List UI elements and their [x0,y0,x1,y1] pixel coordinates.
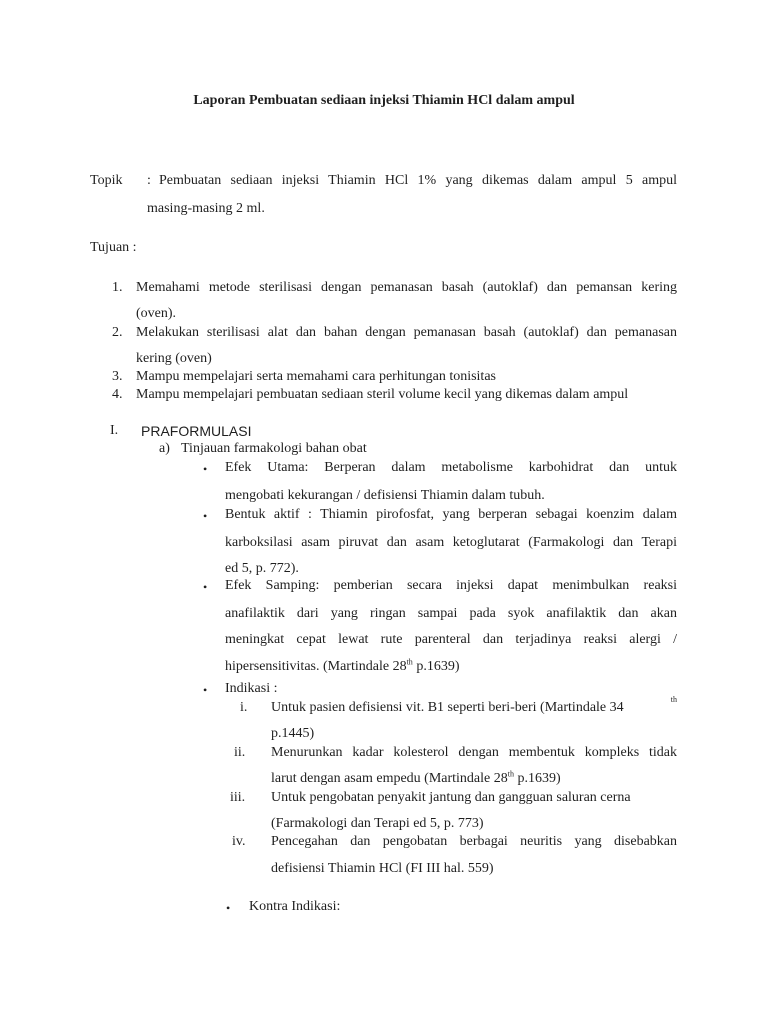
tujuan-item-2-line2: kering (oven) [136,351,212,366]
bullet-icon: • [226,901,231,915]
bullet-icon: • [203,509,208,523]
bullet-icon: • [203,462,208,476]
subsection-a-label: a) [159,441,170,456]
indikasi-ii-num: ii. [234,745,246,760]
bullet-icon: • [203,580,208,594]
indikasi-iii-line2: (Farmakologi dan Terapi ed 5, p. 773) [271,816,484,831]
indikasi-ii-line2: larut dengan asam empedu (Martindale 28th p.1639) [271,769,561,786]
indikasi-i-line1: Untuk pasien defisiensi vit. B1 seperti beri-beri (Martindale 34 th [271,695,677,715]
indikasi-ii-line1: Menurunkan kadar kolesterol dengan membentuk kompleks tidak [271,745,677,760]
indikasi-iv-num: iv. [232,834,246,849]
indikasi-iii-line1: Untuk pengobatan penyakit jantung dan gangguan saluran cerna [271,790,631,805]
section-heading: PRAFORMULASI [141,423,252,439]
efek-utama-line1: Efek Utama: Berperan dalam metabolisme karbohidrat dan untuk [225,460,677,475]
efek-samping-line2: anafilaktik dari yang ringan sampai pada syok anafilaktik dan akan [225,606,677,621]
tujuan-item-1-line1: Memahami metode sterilisasi dengan pemanasan basah (autoklaf) dan pemansan kering [136,280,677,295]
topik-text-line1: Pembuatan sediaan injeksi Thiamin HCl 1% yang dikemas dalam ampul 5 ampul [159,173,677,188]
indikasi-iii-num: iii. [230,790,246,805]
indikasi-iv-line2: defisiensi Thiamin HCl (FI III hal. 559) [271,861,494,876]
tujuan-item-4-line1: Mampu mempelajari pembuatan sediaan steril volume kecil yang dikemas dalam ampul [136,387,629,402]
efek-samping-line1: Efek Samping: pemberian secara injeksi dapat menimbulkan reaksi [225,578,677,593]
tujuan-item-2-line1: Melakukan sterilisasi alat dan bahan dengan pemanasan basah (autoklaf) dan pemanasan [136,325,677,340]
topik-colon: : [147,173,151,188]
indikasi-label: Indikasi : [225,681,278,696]
efek-utama-line2: mengobati kekurangan / defisiensi Thiamin dalam tubuh. [225,488,545,503]
topik-text-line2: masing-masing 2 ml. [147,201,265,216]
topik-label: Topik [90,173,123,188]
tujuan-item-3-line1: Mampu mempelajari serta memahami cara perhitungan tonisitas [136,369,496,384]
indikasi-i-num: i. [240,700,248,715]
efek-samping-line3: meningkat cepat lewat rute parenteral dan terjadinya reaksi alergi / [225,632,677,647]
tujuan-label: Tujuan : [90,240,137,255]
tujuan-item-4-num: 4. [112,387,123,402]
tujuan-item-2-num: 2. [112,325,123,340]
indikasi-i-line2: p.1445) [271,726,315,741]
efek-samping-line4: hipersensitivitas. (Martindale 28th p.1639) [225,657,460,674]
bentuk-aktif-line1: Bentuk aktif : Thiamin pirofosfat, yang berperan sebagai koenzim dalam [225,507,677,522]
tujuan-item-1-line2: (oven). [136,306,177,321]
bentuk-aktif-line2: karboksilasi asam piruvat dan asam ketoglutarat (Farmakologi dan Terapi [225,535,677,550]
section-number: I. [110,423,119,438]
bentuk-aktif-line3: ed 5, p. 772). [225,561,299,576]
indikasi-iv-line1: Pencegahan dan pengobatan berbagai neuritis yang disebabkan [271,834,677,849]
tujuan-item-3-num: 3. [112,369,123,384]
bullet-icon: • [203,683,208,697]
kontra-indikasi-label: Kontra Indikasi: [249,899,341,914]
page-title: Laporan Pembuatan sediaan injeksi Thiamin HCl dalam ampul [193,93,575,108]
tujuan-item-1-num: 1. [112,280,123,295]
subsection-a-text: Tinjauan farmakologi bahan obat [181,441,367,456]
